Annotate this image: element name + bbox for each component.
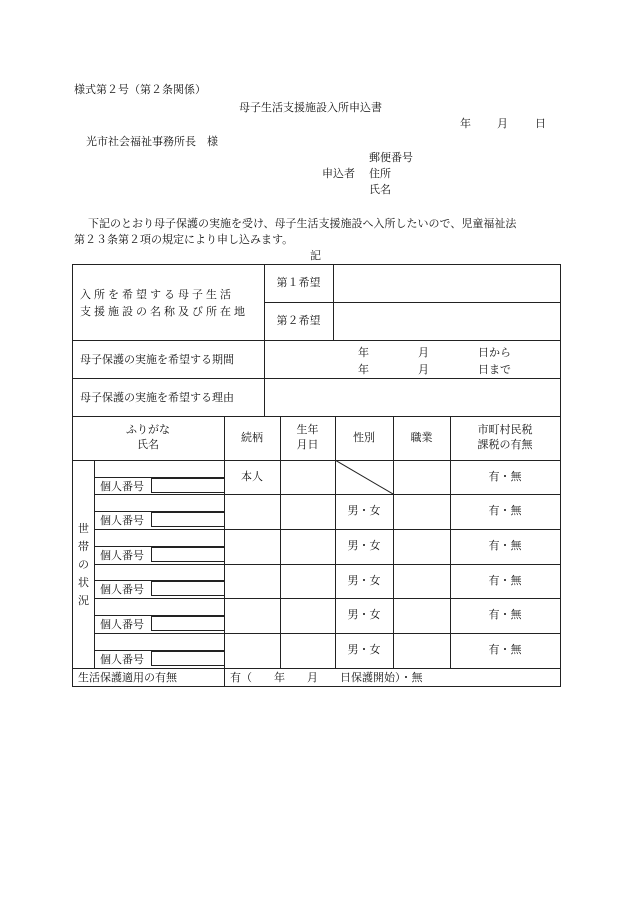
body-text-line2: 第２３条第２項の規定により申し込みます。 <box>74 233 294 246</box>
row-tax: 有・無 <box>488 504 522 518</box>
personal-number-label: 個人番号 <box>100 653 144 666</box>
gender-not-applicable-diagonal <box>335 460 393 494</box>
header-birth-line1: 生年 <box>296 423 319 437</box>
facility-label-line1: 入所を希望する母子生活 <box>80 288 234 301</box>
header-birth-line2: 月日 <box>296 438 319 451</box>
applicant-postal-label: 郵便番号 <box>369 151 413 164</box>
period-from-suffix: 日から <box>478 346 511 359</box>
livelihood-value: 有（ 年 月 日保護開始）・無 <box>230 671 423 684</box>
header-relation: 続柄 <box>241 430 263 444</box>
personal-number-box[interactable] <box>151 581 225 596</box>
header-occupation: 職業 <box>410 430 433 444</box>
form-number: 様式第２号（第２条関係） <box>74 83 206 96</box>
ki-label: 記 <box>310 249 321 262</box>
facility-choice2-input[interactable] <box>334 303 559 339</box>
date-month-label: 月 <box>497 117 508 130</box>
personal-number-box[interactable] <box>151 547 225 562</box>
row-relation: 本人 <box>241 469 263 483</box>
table-left-border <box>72 264 73 686</box>
facility-choice1-label: 第１希望 <box>276 275 321 289</box>
personal-number-box[interactable] <box>151 512 225 527</box>
facility-label-line2: 支援施設の名称及び所在地 <box>80 305 248 318</box>
personal-number-label: 個人番号 <box>100 618 144 631</box>
period-to-year: 年 <box>358 363 369 376</box>
household-side-label-4: 況 <box>78 594 89 607</box>
personal-number-box[interactable] <box>151 616 225 631</box>
furigana-underline <box>94 477 224 478</box>
header-tax-line1: 市町村民税 <box>477 423 533 437</box>
applicant-label: 申込者 <box>322 167 355 180</box>
facility-choice1-input[interactable] <box>334 265 559 301</box>
row-tax: 有・無 <box>488 573 522 587</box>
row-tax: 有・無 <box>488 643 522 657</box>
header-gender: 性別 <box>353 430 375 444</box>
personal-number-label: 個人番号 <box>100 549 144 562</box>
row-gender: 男・女 <box>347 504 381 518</box>
header-tax-line2: 課税の有無 <box>477 438 533 451</box>
date-year-label: 年 <box>460 117 471 130</box>
header-name: 氏名 <box>137 438 159 451</box>
period-from-month: 月 <box>418 346 429 359</box>
period-from-year: 年 <box>358 346 369 359</box>
household-side-label-2: の <box>78 558 89 571</box>
table-right-border <box>560 264 561 686</box>
row-gender: 男・女 <box>347 643 381 657</box>
date-day-label: 日 <box>535 117 546 130</box>
header-tax <box>450 416 560 460</box>
form-title: 母子生活支援施設入所申込書 <box>239 101 382 114</box>
table-bottom-border <box>72 686 561 687</box>
body-text-line1: 下記のとおり母子保護の実施を受け、母子生活支援施設へ入所したいので、児童福祉法 <box>88 217 517 230</box>
household-side-label-0: 世 <box>78 522 89 535</box>
period-label: 母子保護の実施を希望する期間 <box>80 353 234 366</box>
row-gender: 男・女 <box>347 573 381 587</box>
row-gender: 男・女 <box>347 539 381 553</box>
row-gender: 男・女 <box>347 608 381 622</box>
household-side-label-1: 帯 <box>78 540 89 553</box>
header-furigana-name <box>72 416 224 460</box>
row-tax: 有・無 <box>488 469 522 483</box>
household-side-label-3: 状 <box>78 576 89 589</box>
applicant-name-label: 氏名 <box>369 183 391 196</box>
facility-bottom-line <box>72 340 560 341</box>
livelihood-label: 生活保護適用の有無 <box>78 671 177 684</box>
personal-number-label: 個人番号 <box>100 480 144 493</box>
row-tax: 有・無 <box>488 539 522 553</box>
reason-label: 母子保護の実施を希望する理由 <box>80 391 234 404</box>
household-bottom-line <box>72 668 560 669</box>
reason-input[interactable] <box>265 379 559 415</box>
header-birthdate <box>280 416 335 460</box>
period-to-suffix: 日まで <box>478 363 511 376</box>
addressee: 光市社会福祉事務所長 様 <box>86 135 218 148</box>
facility-choice2-label: 第２希望 <box>276 313 321 327</box>
personal-number-box[interactable] <box>151 478 225 493</box>
personal-number-label: 個人番号 <box>100 514 144 527</box>
applicant-address-label: 住所 <box>369 167 391 180</box>
header-furigana: ふりがな <box>126 423 170 437</box>
personal-number-label: 個人番号 <box>100 583 144 596</box>
row-tax: 有・無 <box>488 608 522 622</box>
period-to-month: 月 <box>418 363 429 376</box>
personal-number-box[interactable] <box>151 651 225 666</box>
